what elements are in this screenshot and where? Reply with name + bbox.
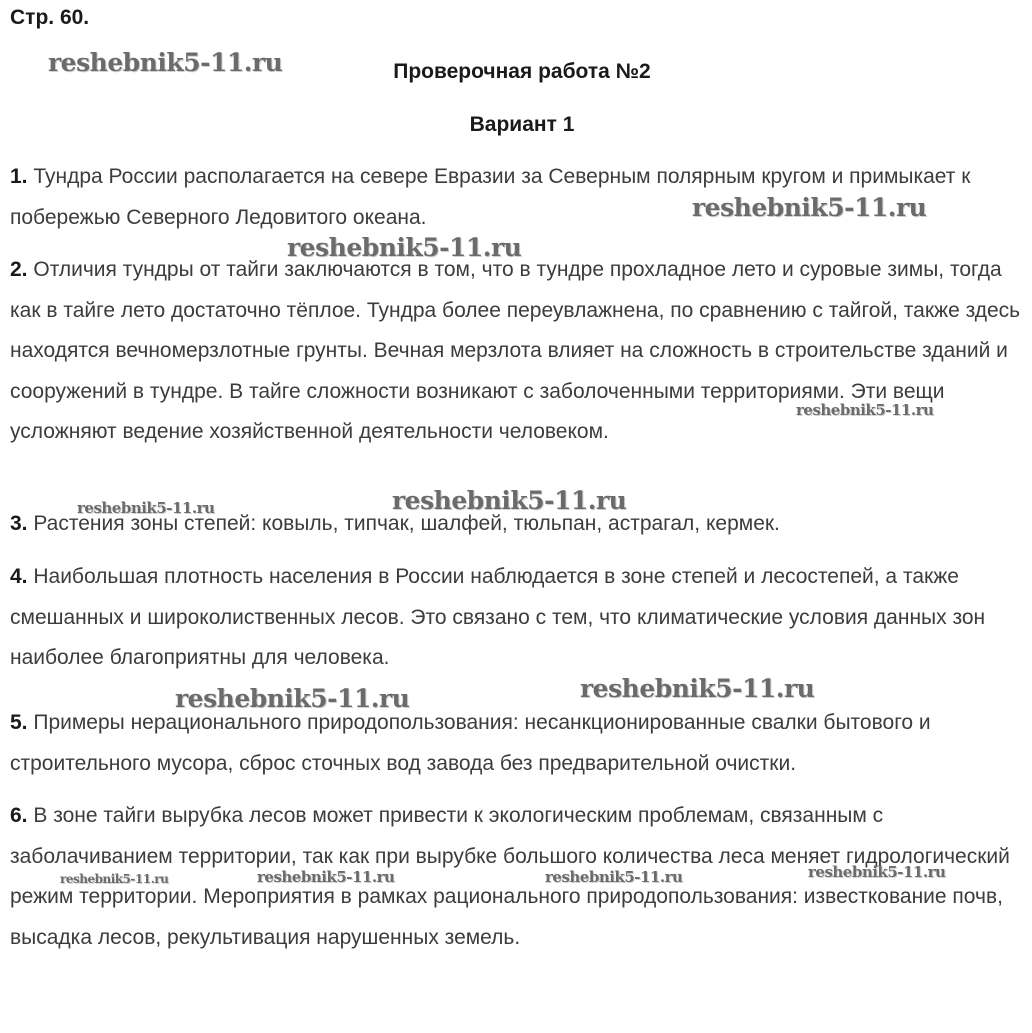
page-title: Проверочная работа №2 — [393, 60, 651, 83]
answer-number: 6. — [10, 804, 28, 827]
watermark: reshebnik5-11.ru — [580, 674, 815, 703]
answer-text: В зоне тайги вырубка лесов может привести к экологическим проблемам, связанным с заболачиванием территории, так как при вырубке большого количества леса меняет гидрологический режим территории. Мероприятия в рамках рационального природопользования: известкование почв, высадка лесов, рекультивация нарушенных земель. — [10, 804, 1010, 949]
variant-title: Вариант 1 — [469, 113, 575, 136]
answer-5 — [10, 703, 1025, 784]
watermark: reshebnik5-11.ru — [175, 684, 410, 713]
watermark: reshebnik5-11.ru — [692, 193, 927, 222]
answer-number: 5. — [10, 711, 28, 734]
answer-number: 1. — [10, 165, 28, 188]
watermark: reshebnik5-11.ru — [796, 401, 934, 419]
answer-text: Отличия тундры от тайги заключаются в том, что в тундре прохладное лето и суровые зимы, тогда как в тайге лето достаточно тёплое. Тундра более переувлажнена, по сравнению с тайгой, также здесь находятся вечномерзлотные грунты. Вечная мерзлота влияет на сложность в строительстве зданий и сооружений в тундре. В тайге сложности возникают с заболоченными территориями. Эти вещи усложняют ведение хозяйственной деятельности человеком. — [10, 258, 1021, 443]
answer-number: 2. — [10, 258, 28, 281]
watermark: reshebnik5-11.ru — [60, 872, 169, 886]
answer-text: Примеры нерационального природопользования: несанкционированные свалки бытового и строительного мусора, сброс сточных вод завода без предварительной очистки. — [10, 711, 931, 775]
watermark: reshebnik5-11.ru — [392, 486, 627, 515]
watermark: reshebnik5-11.ru — [77, 499, 215, 517]
answer-text: Тундра России располагается на севере Евразии за Северным полярным кругом и примыкает к побережью Северного Ледовитого океана. — [10, 165, 971, 229]
watermark: reshebnik5-11.ru — [545, 868, 683, 886]
answer-2 — [10, 250, 1025, 453]
watermark: reshebnik5-11.ru — [257, 868, 395, 886]
answer-text: Наибольшая плотность населения в России наблюдается в зоне степей и лесостепей, а также смешанных и широколиственных лесов. Это связано с тем, что климатические условия данных зон наиболее благоприятны для человека. — [10, 565, 986, 669]
answer-number: 4. — [10, 565, 28, 588]
watermark: reshebnik5-11.ru — [48, 48, 283, 77]
watermark: reshebnik5-11.ru — [808, 863, 946, 881]
answer-text: Растения зоны степей: ковыль, типчак, шалфей, тюльпан, астрагал, кермек. — [33, 512, 780, 535]
answer-number: 3. — [10, 512, 28, 535]
watermark: reshebnik5-11.ru — [287, 233, 522, 262]
answer-4 — [10, 557, 1025, 679]
page-label: Стр. 60. — [10, 6, 90, 29]
